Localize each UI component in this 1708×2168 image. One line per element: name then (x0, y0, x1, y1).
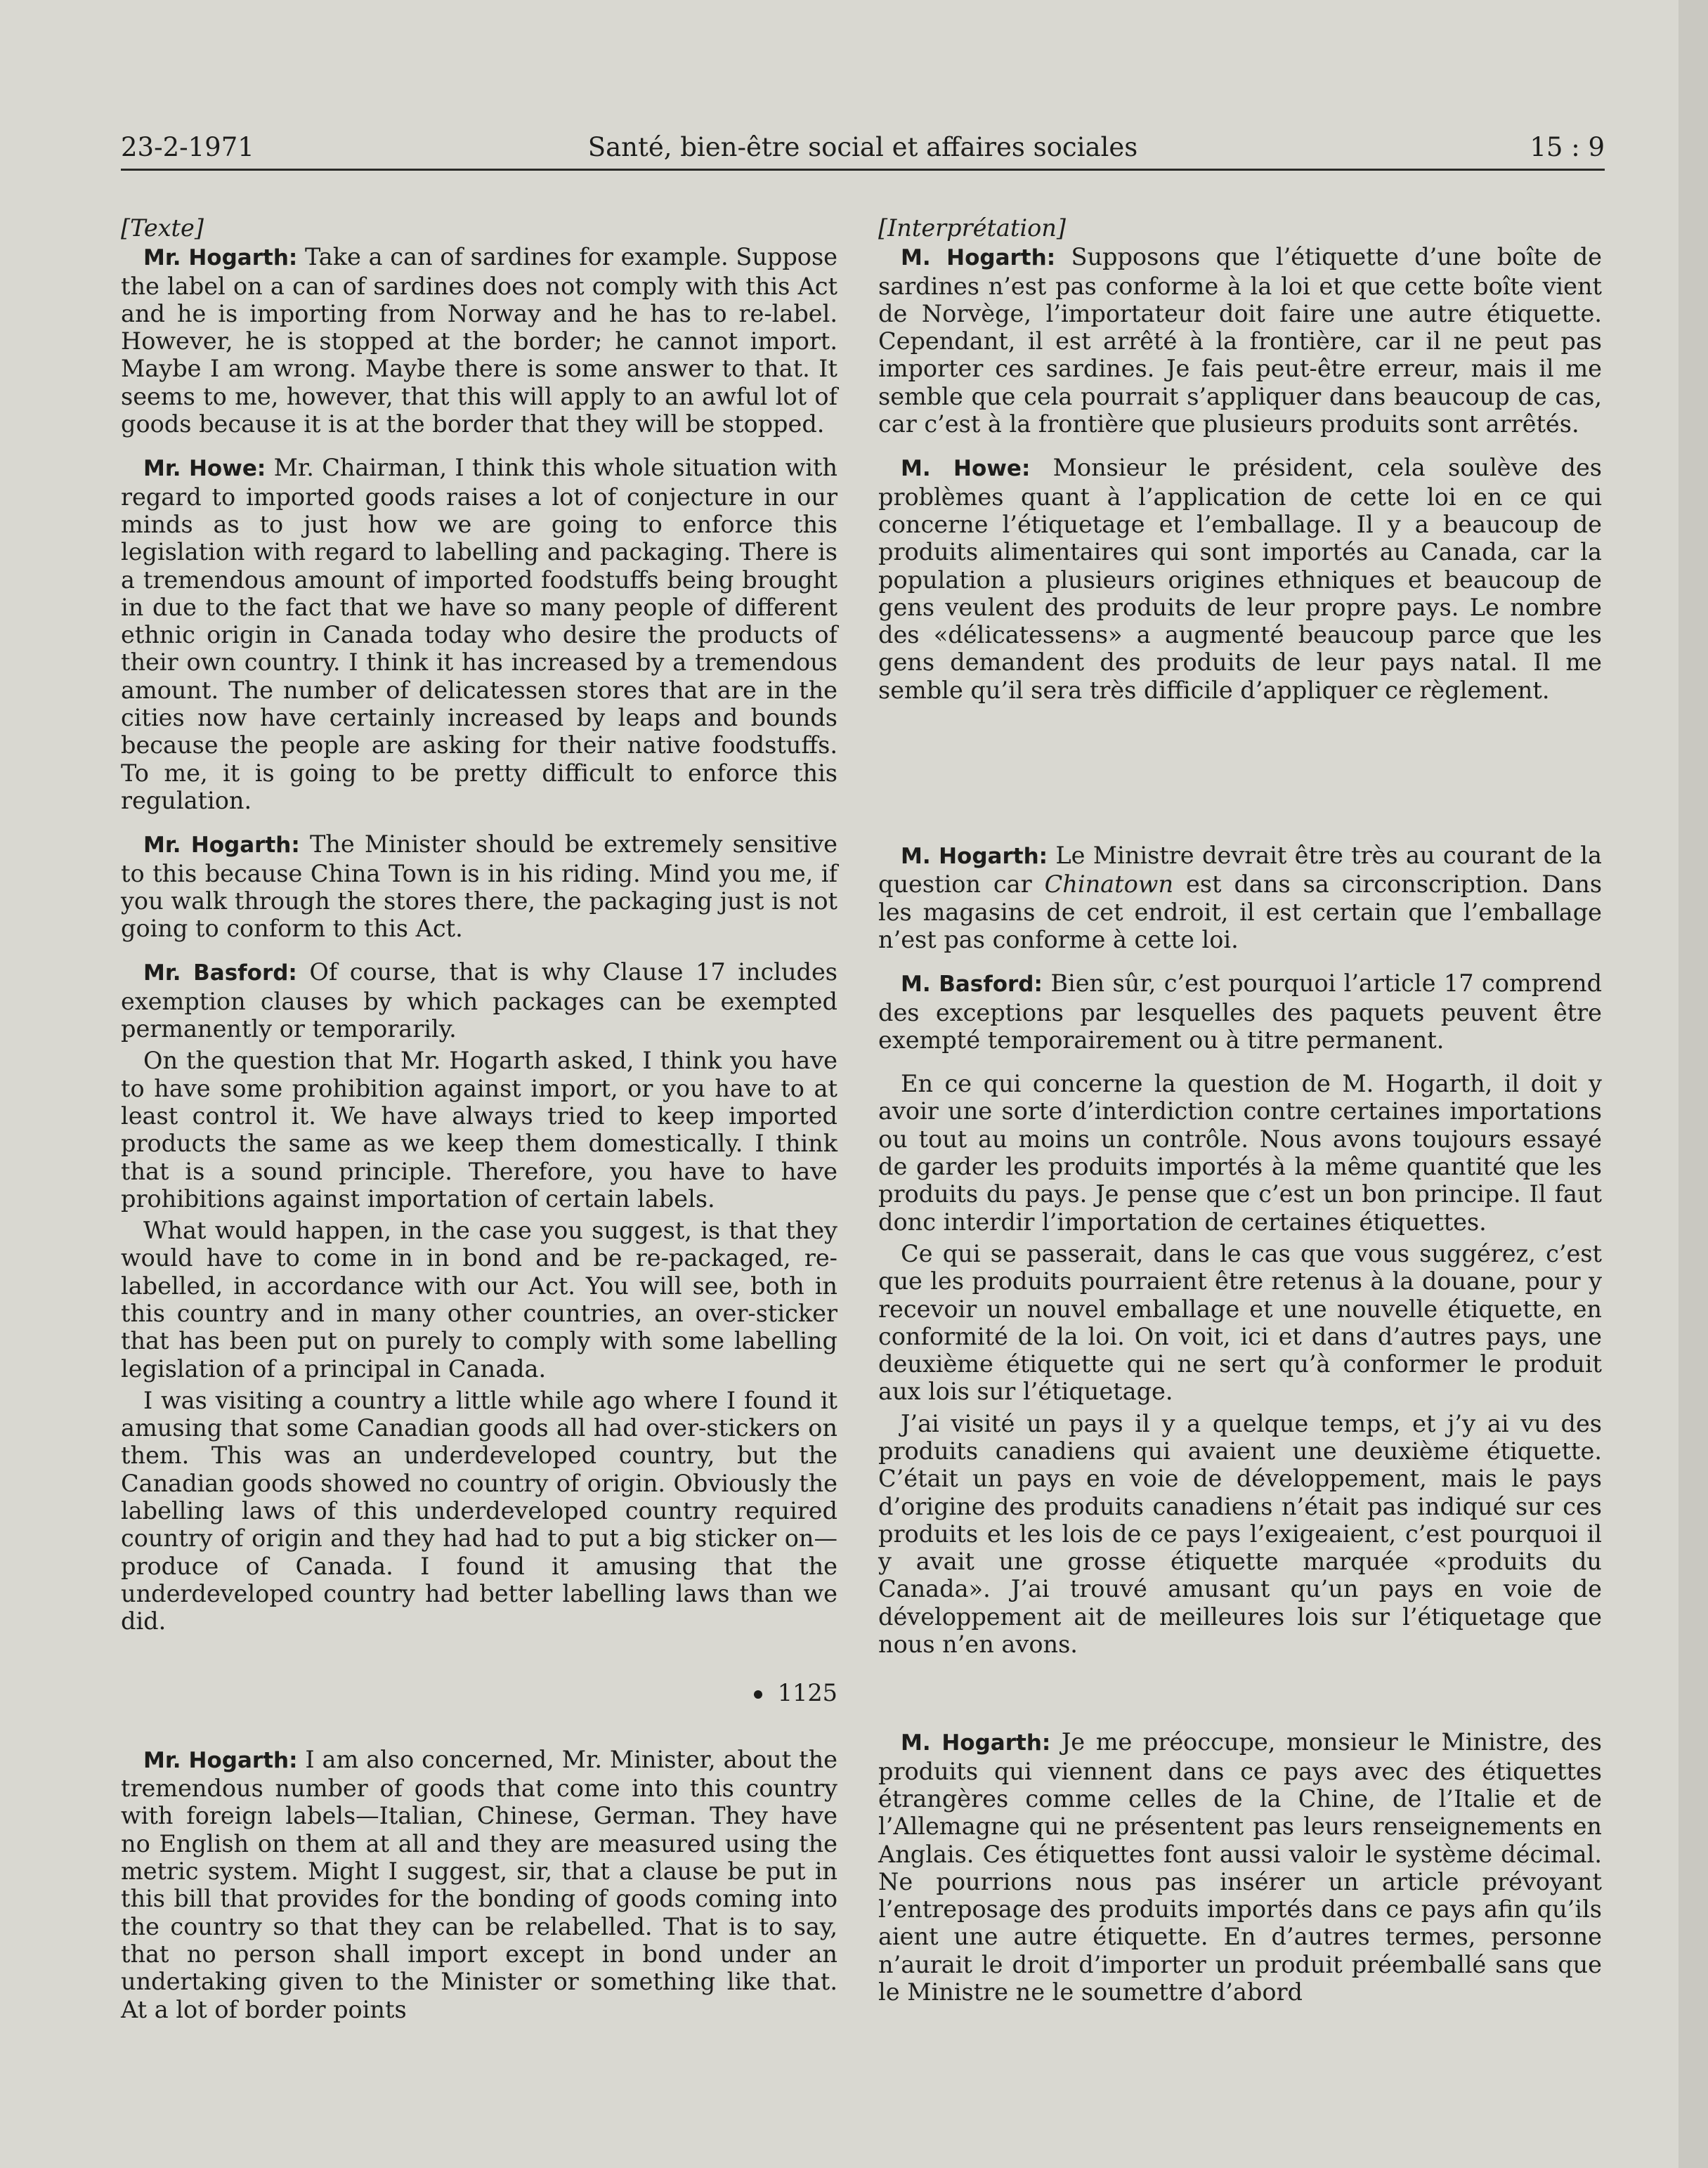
paragraph-text: Supposons que l’étiquette d’une boîte de sardines n’est pas conforme à la loi et que cette boîte vient de Norvège, l’importateur doit faire une autre étiquette. Cependant, il est arrêté à la frontière, car il ne peut pas importer ces sardines. Je fais peut-être erreur, mais il me semble que cela pourrait s’appliquer dans beaucoup de cas, car c’est à la frontière que plusieurs produits sont arrêtés. (878, 243, 1602, 438)
paragraph (121, 1746, 837, 2023)
paragraph-text-italic: Chinatown (1044, 870, 1174, 899)
section-tag: [Texte] (121, 214, 204, 242)
paragraph-text: I am also concerned, Mr. Minister, about the tremendous number of goods that come into this country with foreign labels—Italian, Chinese, German. They have no English on them at all and they are measured using the metric system. Might I suggest, sir, that a clause be put in this bill that provides for the bonding of goods coming into the country so that they can be relabelled. That is to say, that no person shall import except in bond under an undertaking given to the Minister or something like that. At a lot of border points (121, 1745, 837, 2023)
paragraph (878, 454, 1602, 704)
speaker-name: Mr. Hogarth: (143, 832, 300, 858)
paragraph: Ce qui se passerait, dans le cas que vous suggérez, c’est que les produits pourraient être retenus à la douane, pour y recevoir un nouvel emballage et une nouvelle étiquette, en conformité de la loi. On voit, ici et dans d’autres pays, une deuxième étiquette qui ne sert qu’à conformer le produit aux lois sur l’étiquetage. (878, 1239, 1602, 1406)
header-page-number: 15 : 9 (1530, 132, 1605, 162)
speaker-name: M. Hogarth: (901, 844, 1048, 870)
page-edge (1678, 0, 1708, 2168)
paragraph: What would happen, in the case you suggest, is that they would have to come in in bond and be re-packaged, re-labelled, in accordance with our Act. You will see, both in this country and in many other countries, an over-sticker that has been put on purely to comply with some labelling legislation of a principal in Canada. (121, 1217, 837, 1383)
bullet-icon (754, 1690, 762, 1699)
time-marker-text: 1125 (777, 1678, 837, 1706)
paragraph-text: est dans sa circonscription. Dans les magasins de cet endroit, il est certain que l’emballage n’est pas conforme à cette loi. (878, 870, 1603, 953)
paragraph (878, 842, 1602, 953)
speaker-name: M. Hogarth: (901, 1730, 1051, 1756)
speaker-name: M. Basford: (901, 972, 1043, 998)
speaker-name: Mr. Basford: (143, 960, 297, 986)
paragraph (121, 958, 837, 1043)
paragraph: I was visiting a country a little while ago where I found it amusing that some Canadian goods all had over-stickers on them. This was an underdeveloped country, but the Canadian goods showed no country of origin. Obviously the labelling laws of this underdeveloped country required country of origin and they had had to put a big sticker on—produce of Canada. I found it amusing that the underdeveloped country had better labelling laws than we did. (121, 1386, 837, 1635)
paragraph (121, 454, 837, 814)
paragraph-text: Monsieur le président, cela soulève des problèmes quant à l’application de cette loi en ce qui concerne l’étiquetage et l’emballage. Il y a beaucoup de produits alimentaires qui sont importés au Canada, car la population a plusieurs origines ethniques et beaucoup de gens veulent des produits de leur propre pays. Le nombre des «délicatessens» a augmenté beaucoup parce que les gens demandent des produits de leur pays natal. Il me semble qu’il sera très difficile d’appliquer ce règlement. (878, 454, 1602, 704)
paragraph: J’ai visité un pays il y a quelque temps, et j’y ai vu des produits canadiens qui avaient une deuxième étiquette. C’était un pays en voie de développement, mais le pays d’origine des produits canadiens n’était pas indiqué sur ces produits et les lois de ce pays l’exigeaient, c’est pourquoi il y avait une grosse étiquette marquée «produits du Canada». J’ai trouvé amusant qu’un pays en voie de développement ait de meilleures lois sur l’étiquetage que nous n’en avons. (878, 1409, 1602, 1659)
header-title: Santé, bien-être social et affaires sociales (587, 132, 1138, 162)
speaker-name: Mr. Hogarth: (143, 245, 298, 271)
paragraph (878, 1728, 1602, 2006)
paragraph: On the question that Mr. Hogarth asked, I think you have to have some prohibition against import, or you have to at least control it. We have always tried to keep imported products the same as we keep them domestically. I think that is a sound principle. Therefore, you have to have prohibitions against importation of certain labels. (121, 1047, 837, 1213)
page-header (121, 132, 1605, 171)
speaker-name: Mr. Howe: (143, 456, 266, 482)
paragraph-text: The Minister should be extremely sensitive to this because China Town is in his riding. Mind you me, if you walk through the stores there, the packaging just is not going to conform to this Act. (121, 830, 837, 943)
speaker-name: Mr. Hogarth: (143, 1747, 298, 1773)
english-column (121, 214, 837, 2039)
time-marker (121, 1679, 837, 1706)
speaker-name: M. Hogarth: (901, 245, 1056, 271)
paragraph (878, 969, 1602, 1054)
paragraph-text: Of course, that is why Clause 17 includes exemption clauses by which packages can be exempted permanently or temporarily. (121, 958, 837, 1043)
paragraph (121, 830, 837, 942)
paragraph (878, 243, 1602, 438)
paragraph-text: Le Ministre devrait être très au courant de la question car (878, 842, 1602, 899)
paragraph: En ce qui concerne la question de M. Hogarth, il doit y avoir une sorte d’interdiction contre certaines importations ou tout au moins un contrôle. Nous avons toujours essayé de garder les produits importés à la même quantité que les produits du pays. Je pense que c’est un bon principe. Il faut donc interdir l’importation de certaines étiquettes. (878, 1070, 1602, 1236)
paragraph-text: Je me préoccupe, monsieur le Ministre, des produits qui viennent dans ce pays avec des étiquettes étrangères comme celles de la Chine, de l’Italie et de l’Allemagne qui ne présentent pas leurs renseignements en Anglais. Ces étiquettes font aussi valoir le système décimal. Ne pourrions nous pas insérer un article prévoyant l’entreposage des produits importés dans ce pays afin qu’ils aient une autre étiquette. En d’autres termes, personne n’aurait le droit d’importer un produit préemballé sans que le Ministre ne le soumettre d’abord (878, 1728, 1602, 2006)
section-tag: [Interprétation] (878, 214, 1066, 242)
header-date: 23-2-1971 (121, 132, 254, 162)
paragraph-text: Take a can of sardines for example. Suppose the label on a can of sardines does not comply with this Act and he is importing from Norway and he has to re-label. However, he is stopped at the border; he cannot import. Maybe I am wrong. Maybe there is some answer to that. It seems to me, however, that this will apply to an awful lot of goods because it is at the border that they will be stopped. (121, 243, 837, 438)
speaker-name: M. Howe: (901, 456, 1031, 482)
paragraph-text: Mr. Chairman, I think this whole situation with regard to imported goods raises a lot of conjecture in our minds as to just how we are going to enforce this legislation with regard to labelling and packaging. There is a tremendous amount of imported foodstuffs being brought in due to the fact that we have so many people of different ethnic origin in Canada today who desire the products of their own country. I think it has increased by a tremendous amount. The number of delicatessen stores that are in the cities now have certainly increased by leaps and bounds because the people are asking for their native foodstuffs. To me, it is going to be pretty difficult to enforce this regulation. (121, 454, 838, 814)
french-column (878, 214, 1602, 2022)
paragraph (121, 243, 837, 438)
paragraph-text: Bien sûr, c’est pourquoi l’article 17 comprend des exceptions par lesquelles des paquets peuvent être exempté temporairement ou à titre permanent. (878, 969, 1603, 1054)
